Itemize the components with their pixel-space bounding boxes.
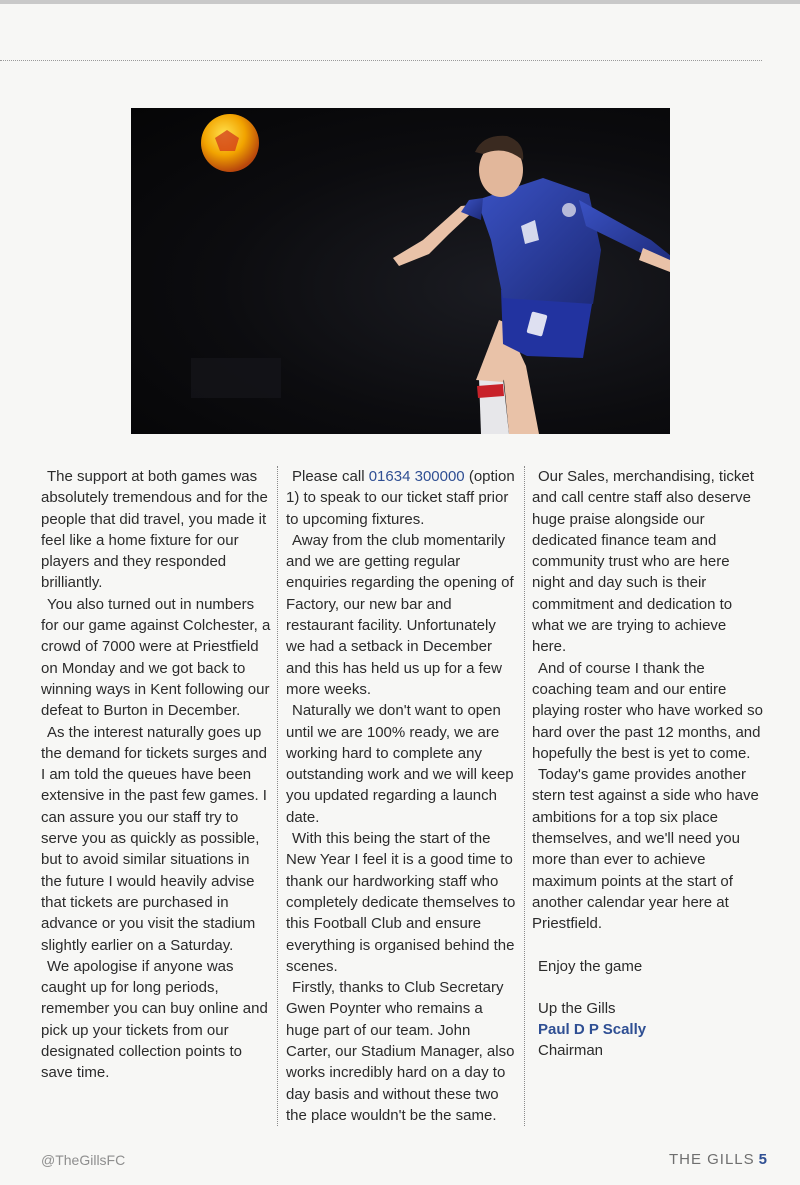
article-column-1	[41, 466, 273, 1084]
page-number: 5	[758, 1151, 768, 1168]
paragraph: And of course I thank the coaching team and our entire playing roster who have worked so hard over the past 12 months, and hopefully the best is yet to come.	[532, 659, 763, 762]
paragraph: Today's game provides another stern test against a side who have ambitions for a top six place themselves, and we'll need you more than ever to achieve maximum points at the start of another calendar year here at Priestfield.	[532, 766, 759, 933]
football-icon	[201, 114, 259, 172]
signature-name: Paul D P Scally	[538, 1021, 647, 1039]
signature-title: Chairman	[538, 1042, 604, 1060]
paragraph: Away from the club momentarily and we are getting regular enquiries regarding the opening of Factory, our new bar and restaurant facility. Unfortunately we had a setback in December and this has held us up for a few more weeks.	[286, 531, 514, 698]
paragraph: Firstly, thanks to Club Secretary Gwen Poynter who remains a huge part of our team. John Carter, our Stadium Manager, also works incredibly hard on a day to day basis and without these two the place wouldn't be the same.	[286, 979, 515, 1124]
ticket-call-paragraph	[286, 466, 518, 530]
article-column-2	[286, 466, 518, 1126]
match-photo-illustration	[131, 108, 670, 434]
publication-name: THE GILLS	[668, 1151, 755, 1168]
ticket-phone-number: 01634 300000	[368, 468, 465, 485]
article-column-3	[532, 466, 764, 1062]
paragraph: With this being the start of the New Year I feel it is a good time to thank our hardworking staff who completely dedicate themselves to this Football Club and ensure everything is organised behind the scenes.	[286, 830, 516, 975]
paragraph: Naturally we don't want to open until we are 100% ready, we are working hard to complete any outstanding work and we will keep you updated regarding a launch date.	[286, 702, 514, 826]
player-figure	[393, 136, 670, 434]
paragraph: As the interest naturally goes up the demand for tickets surges and I am told the queues have been extensive in the past few games. I can assure you our staff try to serve you as quickly as possible, but to avoid similar situations in the future I would heavily advise that tickets are purchased in advance or you visit the stadium slightly earlier on a Saturday.	[41, 723, 267, 954]
match-photo	[131, 108, 670, 434]
column-divider-1	[277, 466, 278, 1126]
twitter-handle: @TheGillsFC	[41, 1152, 126, 1168]
call-suffix: (option 1) to speak to our ticket staff prior to upcoming fixtures.	[286, 468, 515, 528]
paragraph: We apologise if anyone was caught up for long periods, remember you can buy online and pick up your tickets from our designated collection points to save time.	[41, 957, 268, 1082]
page-top-band	[0, 0, 800, 4]
closing-line: Enjoy the game	[538, 957, 643, 975]
paragraph: You also turned out in numbers for our game against Colchester, a crowd of 7000 were at Priestfield on Monday and we got back to winning ways in Kent following our defeat to Burton in December.	[41, 595, 271, 720]
paragraph: Our Sales, merchandising, ticket and call centre staff also deserve huge praise alongside our dedicated finance team and community trust who are here night and day such is their commitment and dedication to what we are trying to achieve here.	[532, 468, 754, 656]
column-divider-2	[524, 466, 525, 1126]
header-rule	[0, 60, 762, 61]
paragraph: The support at both games was absolutely tremendous and for the people that did travel, you made it feel like a home fixture for our players and they responded brilliantly.	[41, 468, 268, 592]
call-prefix: Please call	[292, 468, 369, 485]
signoff-line: Up the Gills	[538, 999, 616, 1017]
footer-publication	[669, 1151, 768, 1168]
